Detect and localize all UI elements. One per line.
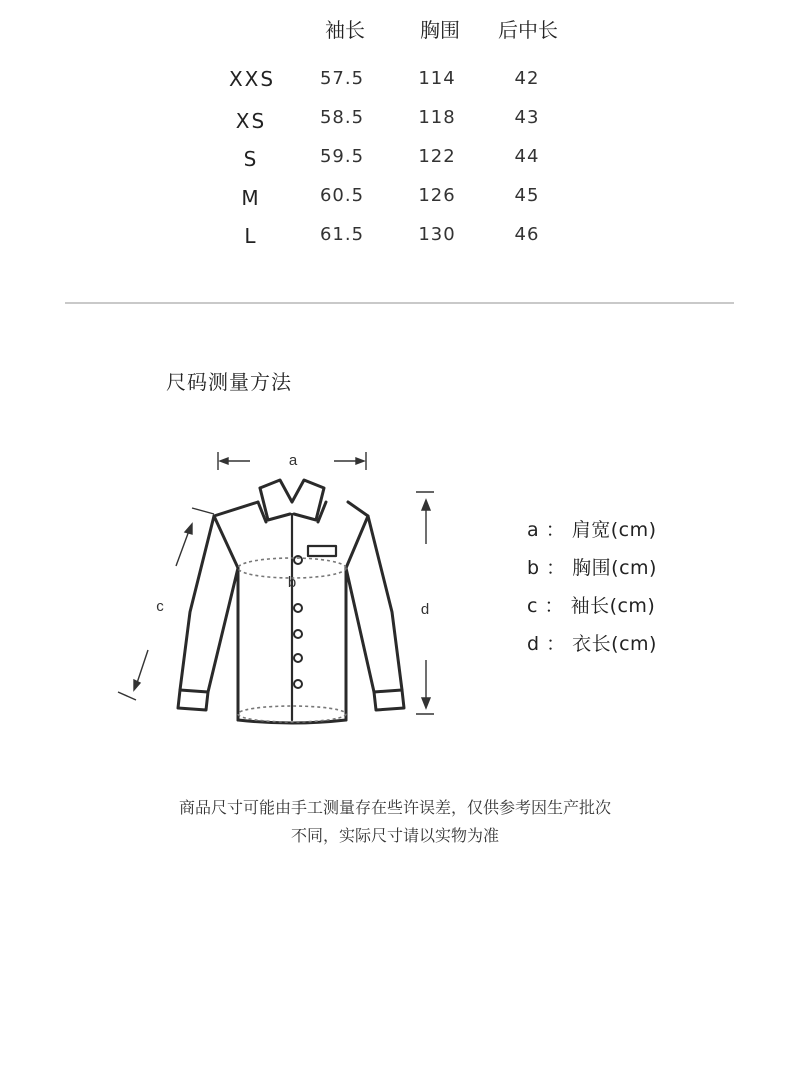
header-chest: 胸围 xyxy=(420,18,460,42)
legend-item xyxy=(527,515,657,542)
legend-text: 袖长(cm) xyxy=(570,595,656,617)
legend-separator: ： xyxy=(544,595,565,617)
measurement-title: 尺码测量方法 xyxy=(166,370,292,394)
label-b: b xyxy=(287,574,297,591)
cell-back: 44 xyxy=(514,146,540,167)
legend-separator: ： xyxy=(546,633,566,655)
size-label: M xyxy=(241,186,261,210)
cell-chest: 126 xyxy=(418,185,456,206)
header-back-length: 后中长 xyxy=(498,18,558,42)
legend-text: 胸围(cm) xyxy=(572,557,657,579)
label-a: a xyxy=(288,452,298,469)
legend-item xyxy=(527,629,657,656)
label-d: d xyxy=(420,601,430,618)
cell-back: 45 xyxy=(514,185,540,206)
cell-back: 46 xyxy=(514,224,540,245)
legend-item xyxy=(527,553,657,580)
cell-back: 43 xyxy=(514,107,540,128)
section-divider xyxy=(65,302,734,304)
size-label: XXS xyxy=(228,67,276,91)
cell-chest: 118 xyxy=(418,107,456,128)
cell-chest: 122 xyxy=(418,146,456,167)
size-label: L xyxy=(244,224,258,248)
disclaimer-line-1: 商品尺寸可能由手工测量存在些许误差，仅供参考因生产批次 xyxy=(178,798,611,817)
legend-text: 肩宽(cm) xyxy=(571,519,657,541)
size-label: S xyxy=(243,147,259,171)
cell-back: 42 xyxy=(514,68,540,89)
cell-sleeve: 61.5 xyxy=(319,224,365,245)
legend-key: c xyxy=(527,595,538,617)
size-table xyxy=(0,0,790,260)
cell-chest: 130 xyxy=(418,224,456,245)
legend-text: 衣长(cm) xyxy=(572,633,657,655)
legend-key: b xyxy=(527,557,540,579)
cell-sleeve: 60.5 xyxy=(319,185,365,206)
size-label: XS xyxy=(235,109,267,133)
cell-sleeve: 58.5 xyxy=(319,107,365,128)
shirt-outline xyxy=(178,480,404,723)
cell-sleeve: 57.5 xyxy=(319,68,365,89)
legend-key: d xyxy=(527,633,540,655)
legend-separator: ： xyxy=(545,519,566,541)
legend-item xyxy=(527,591,655,618)
sleeve-arrows xyxy=(118,508,214,700)
legend-key: a xyxy=(527,519,540,541)
cell-sleeve: 59.5 xyxy=(319,146,365,167)
header-sleeve-length: 袖长 xyxy=(325,18,365,42)
shirt-diagram xyxy=(110,440,450,740)
label-c: c xyxy=(156,598,164,615)
legend-separator: ： xyxy=(546,557,566,579)
cell-chest: 114 xyxy=(418,68,456,89)
disclaimer-line-2: 不同，实际尺寸请以实物为准 xyxy=(290,826,499,845)
